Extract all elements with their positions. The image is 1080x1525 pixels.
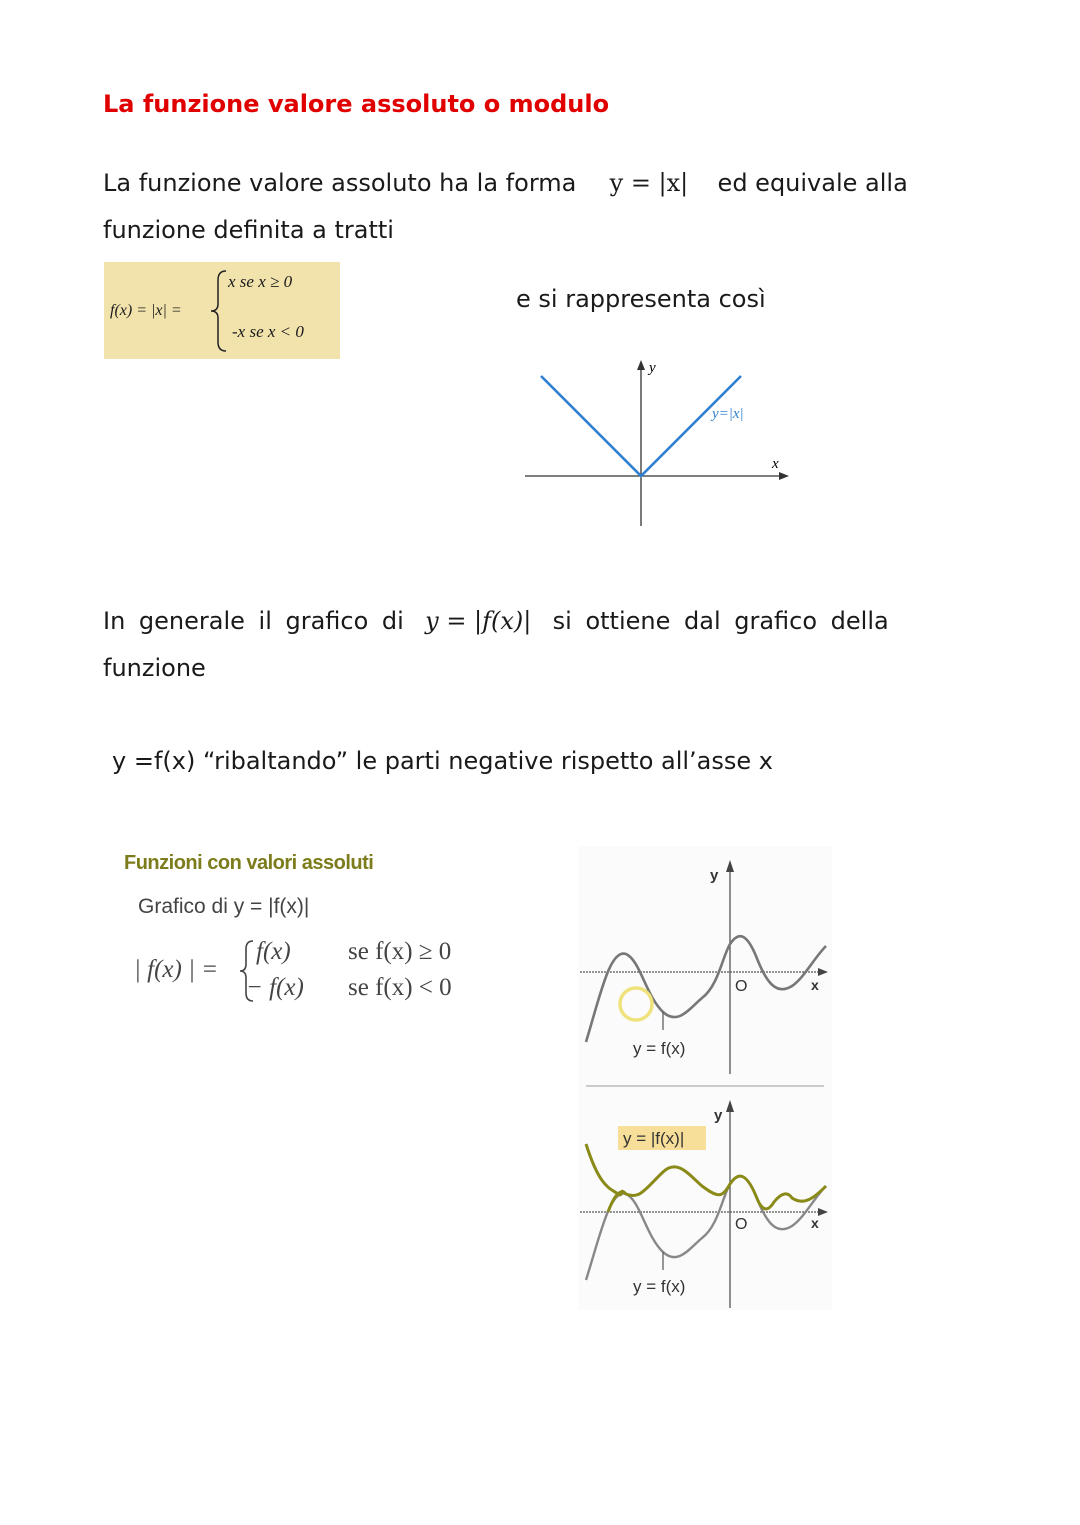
piecewise-case-1: x se x ≥ 0 xyxy=(228,272,293,291)
graph1-curve-label: y=|x| xyxy=(712,406,744,422)
intro-line-2: funzione definita a tratti xyxy=(103,216,394,244)
x-axis-arrow-icon xyxy=(779,472,789,480)
book-row2-expr: − f(x) xyxy=(246,974,304,1001)
general-formula: y = |f(x)| xyxy=(425,607,532,635)
top-origin-label: O xyxy=(735,978,748,995)
abs-fx-graphs xyxy=(578,846,832,1310)
intro-text-c: ed equivale alla xyxy=(717,169,908,197)
book-row1-cond: se f(x) ≥ 0 xyxy=(348,938,452,965)
brace-icon xyxy=(208,268,230,354)
bottom-abs-fx-label: y = |f(x)| xyxy=(623,1129,685,1148)
bottom-origin-label: O xyxy=(735,1216,748,1233)
graph1-x-label: x xyxy=(772,456,779,472)
book-formula-lhs: | f(x) | = xyxy=(134,956,219,983)
general-line-3: y =f(x) “ribaltando” le parti negative rispetto all’asse x xyxy=(112,747,773,775)
bottom-y-label: y xyxy=(714,1107,723,1124)
general-text-c: si ottiene dal grafico della xyxy=(552,607,889,635)
bottom-x-label: x xyxy=(811,1215,819,1231)
abs-x-graph xyxy=(525,352,791,528)
bottom-fx-label: y = f(x) xyxy=(633,1277,686,1296)
intro-text-a: La funzione valore assoluto ha la forma xyxy=(103,169,577,197)
general-line-1 xyxy=(103,598,889,645)
intro-line-1 xyxy=(103,160,908,207)
graph2-background xyxy=(578,846,832,1310)
top-fx-label: y = f(x) xyxy=(633,1039,686,1058)
general-line-2: funzione xyxy=(103,654,206,682)
y-axis-arrow-icon xyxy=(637,360,645,370)
book-row2-cond: se f(x) < 0 xyxy=(348,974,452,1001)
graph1-y-label: y xyxy=(649,360,656,376)
represent-text: e si rappresenta così xyxy=(516,285,766,313)
piecewise-definition-box xyxy=(104,262,340,359)
general-text-a: In generale il grafico di xyxy=(103,607,404,635)
intro-formula: y = |x| xyxy=(609,169,689,197)
piecewise-label: f(x) = |x| = xyxy=(110,302,182,319)
top-x-label: x xyxy=(811,977,819,993)
book-row1-expr: f(x) xyxy=(256,938,291,965)
book-heading: Funzioni con valori assoluti xyxy=(124,852,374,874)
top-y-label: y xyxy=(710,867,719,884)
page-title: La funzione valore assoluto o modulo xyxy=(103,90,610,118)
book-subheading: Grafico di y = |f(x)| xyxy=(138,895,310,918)
piecewise-case-2: -x se x < 0 xyxy=(232,322,304,341)
